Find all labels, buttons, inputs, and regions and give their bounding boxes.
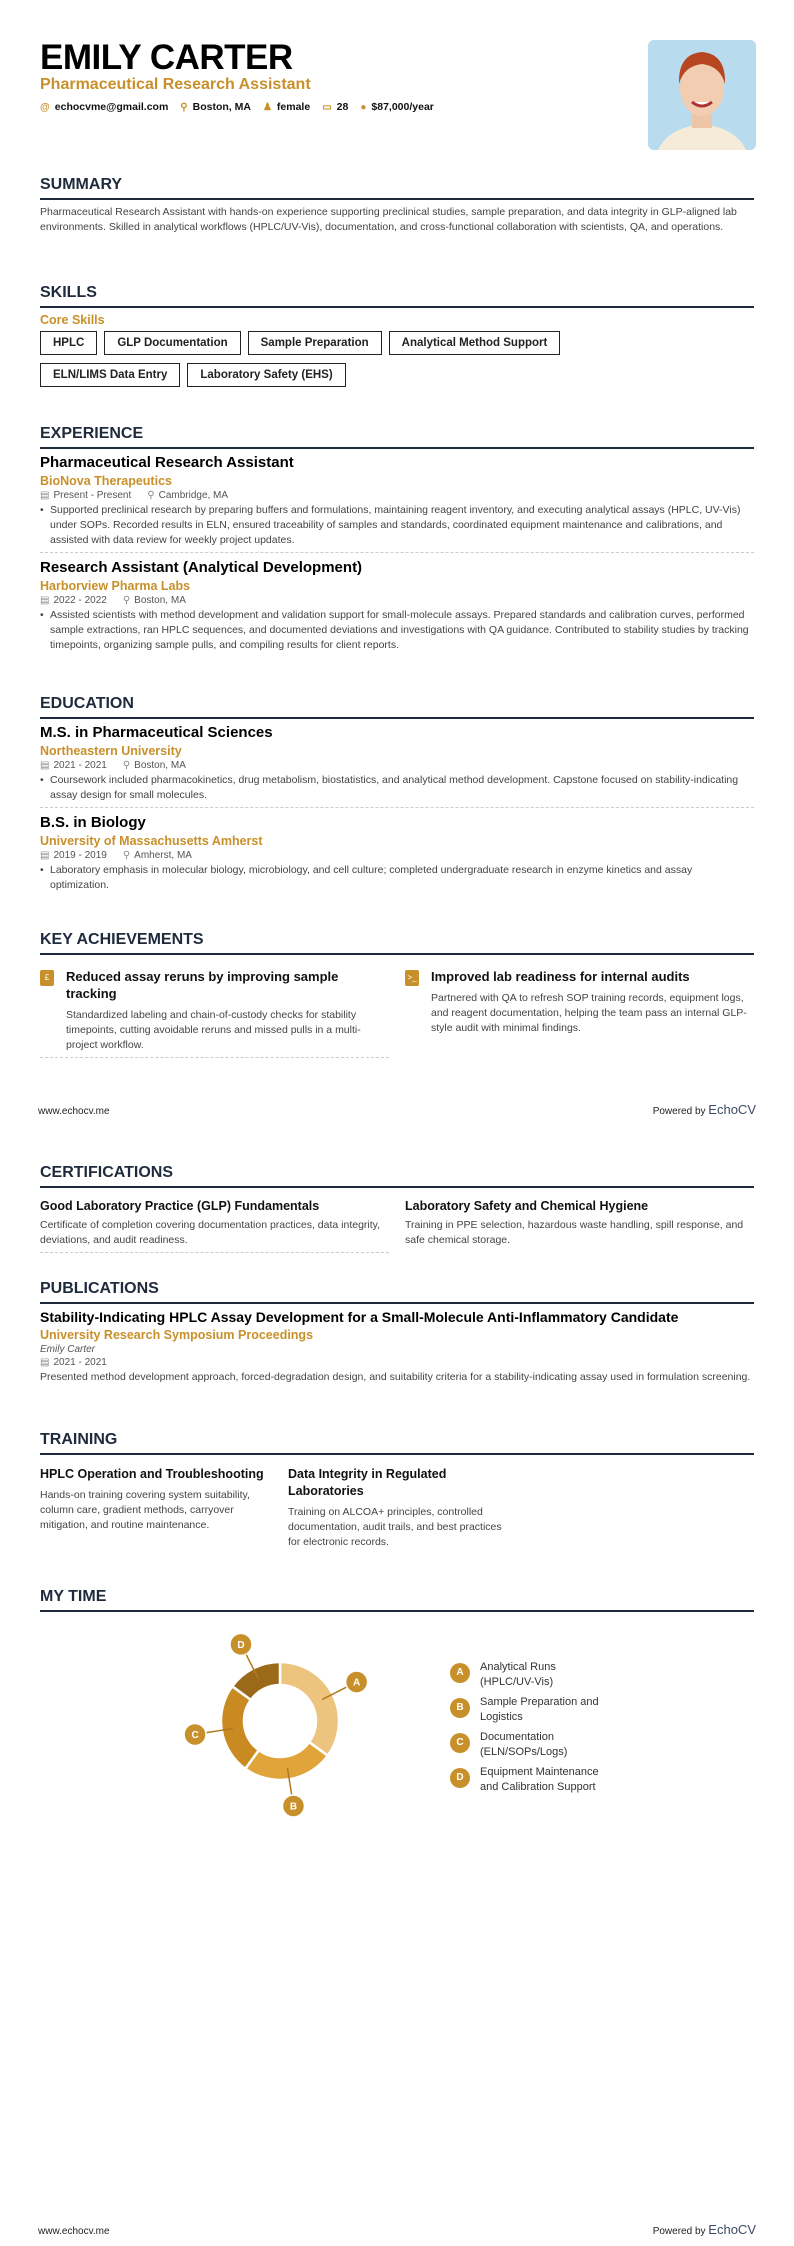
experience-item	[40, 454, 754, 553]
experience-section	[40, 425, 754, 653]
training-title: Data Integrity in Regulated Laboratories	[288, 1467, 447, 1498]
section-heading: CERTIFICATIONS	[40, 1164, 754, 1188]
certifications-section	[40, 1164, 754, 1259]
bullet: • Assisted scientists with method development and validation support for small-molecule assays. Prepared standards and calibration curves, performed sample extractions, ran HPLC sequences, and documented deviations and investigations with QA guidance. Contributed to stability studies by tracking timepoints, organizing sample pulls, and compiling results for client reports.	[40, 608, 754, 653]
legend-label: Equipment Maintenance and Calibration Support	[480, 1766, 599, 1793]
section-heading: TRAINING	[40, 1431, 754, 1455]
footer-site-link[interactable]: www.echocv.me	[38, 1106, 110, 1117]
dates: 2022 - 2022	[53, 595, 107, 606]
achievement-title: Reduced assay reruns by improving sample tracking	[66, 969, 339, 1001]
skill-chip: Sample Preparation	[248, 331, 382, 355]
legend-marker: C	[450, 1733, 470, 1753]
location: Boston, MA	[134, 760, 186, 771]
section-heading: SKILLS	[40, 284, 754, 308]
legend-item	[450, 1765, 610, 1795]
legend-item	[450, 1660, 610, 1690]
document-icon: £	[40, 970, 54, 986]
at-icon: @	[40, 102, 50, 113]
powered-by-label: Powered by	[652, 1106, 706, 1117]
certification-text: Certificate of completion covering documentation practices, data integrity, deviations, and audit readiness.	[40, 1219, 381, 1246]
location: Boston, MA	[192, 101, 251, 113]
education-item	[40, 724, 754, 808]
powered-by-label: Powered by	[652, 2226, 706, 2237]
location-pin-icon: ⚲	[180, 102, 188, 113]
skill-chip: ELN/LIMS Data Entry	[40, 363, 180, 387]
profile-photo	[648, 40, 756, 150]
publication-title: Stability-Indicating HPLC Assay Development for a Small-Molecule Anti-Inflammatory Candidate	[40, 1309, 679, 1325]
location: Boston, MA	[134, 595, 186, 606]
person-icon: ♟	[262, 102, 272, 113]
publication-venue: University Research Symposium Proceedings	[40, 1328, 314, 1342]
achievement-item	[40, 960, 389, 1064]
role-title: Pharmaceutical Research Assistant	[40, 454, 294, 471]
chart-legend	[450, 1660, 610, 1800]
echocv-logo[interactable]: EchoCV	[708, 2222, 756, 2237]
calendar-icon: ▤	[40, 1357, 50, 1368]
training-title: HPLC Operation and Troubleshooting	[40, 1467, 264, 1481]
slice-label: C	[191, 1729, 199, 1741]
training-item	[288, 1460, 514, 1550]
achievement-title: Improved lab readiness for internal audits	[431, 969, 690, 984]
calendar-icon: ▤	[40, 595, 50, 606]
section-heading: SUMMARY	[40, 176, 754, 200]
age: 28	[336, 101, 349, 113]
role-title: Research Assistant (Analytical Development)	[40, 559, 363, 576]
achievements-section	[40, 931, 754, 1064]
dates: 2021 - 2021	[53, 760, 107, 771]
skill-chip: Laboratory Safety (EHS)	[187, 363, 345, 387]
slice-label: A	[353, 1677, 361, 1689]
skills-section	[40, 284, 754, 387]
summary-section	[40, 176, 754, 235]
powered-by	[653, 2222, 756, 2237]
education-item	[40, 814, 754, 893]
calendar-icon: ▤	[40, 490, 50, 501]
location-pin-icon: ⚲	[147, 490, 155, 501]
location: Cambridge, MA	[158, 490, 229, 501]
salary: $87,000/year	[371, 101, 434, 113]
location-pin-icon: ⚲	[122, 760, 131, 771]
degree: B.S. in Biology	[40, 814, 146, 831]
job-title: Pharmaceutical Research Assistant	[40, 76, 311, 93]
school: Northeastern University	[40, 744, 182, 758]
money-icon: ●	[360, 102, 367, 113]
section-heading: EXPERIENCE	[40, 425, 754, 449]
publication-text: Presented method development approach, forced-degradation design, and suitability criteria for a stability-indicating assay used in formulation screening.	[40, 1371, 751, 1383]
achievement-text: Partnered with QA to refresh SOP training records, equipment logs, and reagent documentation, helping the team pass an internal GLP-style audit with minimal findings.	[431, 992, 747, 1034]
legend-marker: A	[450, 1663, 470, 1683]
school: University of Massachusetts Amherst	[40, 834, 263, 848]
section-heading: MY TIME	[40, 1588, 754, 1612]
bullet: • Laboratory emphasis in molecular biology, microbiology, and cell culture; completed undergraduate research in enzyme kinetics and assay optimization.	[40, 863, 754, 893]
divider	[40, 807, 754, 808]
dates: 2019 - 2019	[53, 850, 107, 861]
legend-item	[450, 1730, 610, 1760]
divider	[40, 552, 754, 553]
candidate-name: EMILY CARTER	[40, 38, 293, 77]
location: Amherst, MA	[134, 850, 192, 861]
publication-author: Emily Carter	[40, 1344, 96, 1355]
achievement-text: Standardized labeling and chain-of-custody checks for stability timepoints, cutting avoidable reruns and missed pulls in a multi-project workflow.	[66, 1009, 361, 1051]
echocv-logo[interactable]: EchoCV	[708, 1102, 756, 1117]
section-heading: EDUCATION	[40, 695, 754, 719]
training-section	[40, 1431, 754, 1550]
section-heading: KEY ACHIEVEMENTS	[40, 931, 754, 955]
calendar-icon: ▤	[40, 850, 50, 861]
skill-chip: HPLC	[40, 331, 97, 355]
certification-text: Training in PPE selection, hazardous waste handling, spill response, and safe chemical storage.	[405, 1219, 744, 1246]
skill-chip: GLP Documentation	[104, 331, 240, 355]
education-section	[40, 695, 754, 893]
company: Harborview Pharma Labs	[40, 579, 191, 593]
legend-marker: D	[450, 1768, 470, 1788]
email[interactable]: echocvme@gmail.com	[54, 101, 169, 113]
legend-label: Analytical Runs (HPLC/UV-Vis)	[480, 1661, 556, 1688]
training-item	[40, 1460, 266, 1550]
powered-by	[653, 1102, 756, 1117]
company: BioNova Therapeutics	[40, 474, 172, 488]
dates: Present - Present	[53, 490, 132, 501]
skill-group-label: Core Skills	[40, 313, 105, 327]
location-pin-icon: ⚲	[122, 595, 131, 606]
slice-label: D	[237, 1639, 245, 1651]
certification-title: Laboratory Safety and Chemical Hygiene	[405, 1199, 649, 1213]
degree: M.S. in Pharmaceutical Sciences	[40, 724, 273, 741]
training-text: Hands-on training covering system suitability, column care, gradient methods, carryover mitigation, and routine maintenance.	[40, 1489, 250, 1531]
contact-row	[40, 101, 434, 113]
calendar-icon: ▤	[40, 760, 50, 771]
bullet: • Supported preclinical research by preparing buffers and formulations, maintaining reagent inventory, and executing analytical assays (HPLC, UV-Vis) under SOPs. Recorded results in ELN, ensured traceability of samples and standards, coordinated equipment maintenance and calibrations, and assisted with data review for weekly project updates.	[40, 503, 754, 548]
certification-item	[40, 1193, 389, 1259]
skill-chip: Analytical Method Support	[389, 331, 561, 355]
summary-text: Pharmaceutical Research Assistant with hands-on experience supporting preclinical studies, sample preparation, and data integrity in GLP-aligned lab environments. Skilled in analytical workflows (HPLC/UV-Vis), documentation, and cross-functional collaboration with scientists, QA, and operations.	[40, 206, 737, 233]
experience-item	[40, 559, 754, 653]
divider	[40, 1252, 389, 1253]
location-pin-icon: ⚲	[122, 850, 131, 861]
divider	[40, 1057, 389, 1058]
slice-label: B	[289, 1801, 298, 1813]
footer-site-link[interactable]: www.echocv.me	[38, 2226, 110, 2237]
gender: female	[276, 101, 311, 113]
training-text: Training on ALCOA+ principles, controlled documentation, audit trails, and best practices for electronic records.	[288, 1506, 502, 1548]
legend-label: Documentation (ELN/SOPs/Logs)	[480, 1731, 568, 1758]
achievement-item	[405, 960, 754, 1064]
certification-item	[405, 1193, 754, 1259]
legend-item	[450, 1695, 610, 1725]
calendar-icon: ▭	[322, 102, 332, 113]
dates: 2021 - 2021	[53, 1357, 107, 1368]
legend-label: Sample Preparation and Logistics	[480, 1696, 599, 1723]
certification-title: Good Laboratory Practice (GLP) Fundamentals	[40, 1199, 320, 1213]
time-donut-chart	[0, 1600, 420, 1840]
bullet: • Coursework included pharmacokinetics, drug metabolism, biostatistics, and analytical method development. Capstone focused on stability-indicating assay design for small molecules.	[40, 773, 754, 803]
section-heading: PUBLICATIONS	[40, 1280, 754, 1304]
legend-marker: B	[450, 1698, 470, 1718]
terminal-icon: >_	[405, 970, 419, 986]
publications-section	[40, 1280, 754, 1385]
